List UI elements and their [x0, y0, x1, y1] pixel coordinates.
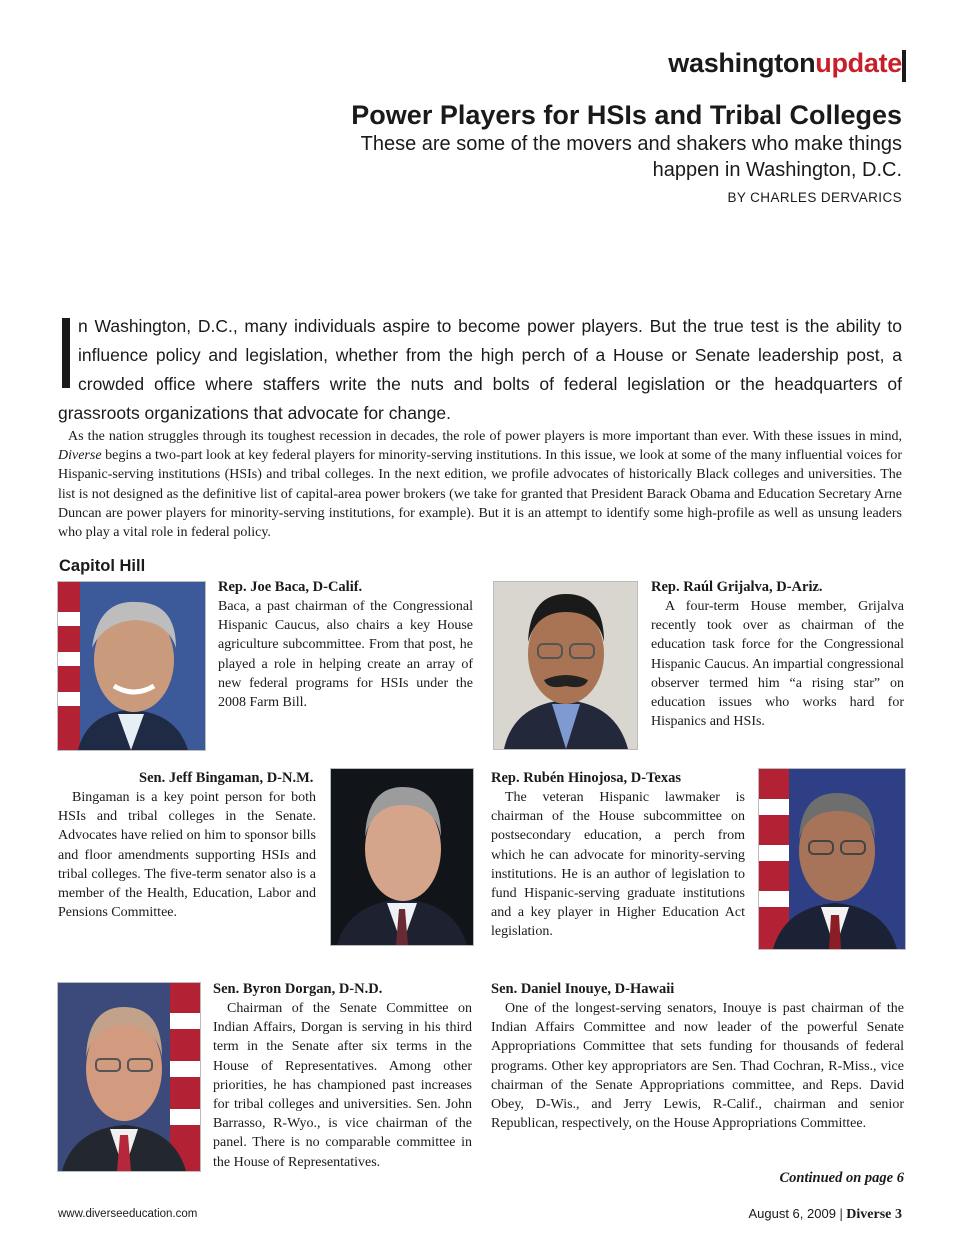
- profile-name-bingaman: Sen. Jeff Bingaman, D-N.M.: [139, 770, 314, 786]
- section-heading-capitol-hill: Capitol Hill: [59, 557, 146, 575]
- section-tag: [668, 48, 902, 79]
- profile-name-inouye: Sen. Daniel Inouye, D-Hawaii: [491, 981, 675, 997]
- profile-name-grijalva: Rep. Raúl Grijalva, D-Ariz.: [651, 579, 823, 595]
- profile-text-bingaman: Bingaman is a key point person for both HSIs and tribal colleges in the Senate. Advocates have relied on him to sponsor bills and floor amendments supporting HSIs and tribal colleges. The five-term senator also is a member of the Health, Education, Labor and Pensions Committee.: [58, 790, 316, 921]
- profile-text-hinojosa: The veteran Hispanic lawmaker is chairman of the House subcommittee on postsecondary education, a perch from which he can advocate for minority-serving institutions. He is an author of legislation to fund Hispanic-serving graduate institutions and a key player in Higher Education Act legislation.: [491, 790, 745, 940]
- intro-body-italic: Diverse: [58, 448, 102, 464]
- photo-ruben-hinojosa: [758, 768, 906, 950]
- profile-text-grijalva: A four-term House member, Grijalva recently took over as chairman of the education task force for the Congressional Hispanic Caucus. An impartial congressional observer termed him “a rising star” on education issues who works hard for Hispanics and HSIs.: [651, 599, 904, 730]
- footer-magazine: Diverse: [846, 1207, 892, 1222]
- intro-body-text-1: As the nation struggles through its toughest recession in decades, the role of power players is more important than ever. With these issues in mind,: [68, 429, 902, 444]
- headline: Power Players for HSIs and Tribal Colleges: [351, 100, 902, 130]
- profile-text-inouye: One of the longest-serving senators, Inouye is past chairman of the Indian Affairs Committee and now leader of the powerful Senate Appropriations Committee that sets funding for thousands of federal programs. Other key appropriators are Sen. Thad Cochran, R-Miss., vice chairman of the Senate Appropriations committee, and Reps. David Obey, D-Wis., and Jerry Lewis, R-Calif., chairman and senior Republican, respectively, on the House Appropriations Committee.: [491, 1001, 904, 1132]
- footer-separator: |: [839, 1207, 843, 1222]
- photo-joe-baca: [57, 581, 206, 751]
- profile-name-dorgan: Sen. Byron Dorgan, D-N.D.: [213, 981, 383, 997]
- footer-url[interactable]: www.diverseeducation.com: [58, 1208, 198, 1220]
- photo-byron-dorgan: [57, 982, 201, 1172]
- profile-text-dorgan: Chairman of the Senate Committee on Indian Affairs, Dorgan is serving in his third term in the Senate after six terms in the House of Representatives. Among other priorities, he has championed past increases for tribal colleges and universities. Sen. John Barrasso, R-Wyo., is vice chairman of the panel. There is no comparable committee in the House of Representatives.: [213, 1001, 472, 1170]
- intro-lead-text: n Washington, D.C., many individuals aspire to become power players. But the true test is the ability to influence policy and legislation, whether from the high perch of a House or Senate leadership post, a crowded office where staffers write the nuts and bolts of federal legislation or the headquarters of grassroots organizations that advocate for change.: [58, 316, 902, 423]
- intro-lead-paragraph: [58, 312, 902, 428]
- byline: BY CHARLES DERVARICS: [727, 190, 902, 205]
- footer-page-number: 3: [895, 1207, 902, 1222]
- profile-name-baca: Rep. Joe Baca, D-Calif.: [218, 579, 363, 595]
- section-tag-word2: update: [815, 48, 902, 78]
- deck: These are some of the movers and shakers who make things happen in Washington, D.C.: [360, 133, 902, 181]
- section-tag-bar: [902, 50, 906, 82]
- photo-jeff-bingaman: [330, 768, 474, 946]
- profile-name-hinojosa: Rep. Rubén Hinojosa, D-Texas: [491, 770, 682, 786]
- photo-raul-grijalva: [493, 581, 638, 750]
- continued-on-page-link[interactable]: Continued on page 6: [779, 1170, 904, 1186]
- footer-date: August 6, 2009: [748, 1206, 836, 1221]
- footer-folio: [748, 1206, 902, 1223]
- intro-body-text-2: begins a two-part look at key federal players for minority-serving institutions. In this issue, we look at some of the many influential voices for Hispanic-serving institutions (HSIs) and tribal colleges. In the next edition, we profile advocates of historically Black colleges and universities. The list is not designed as the definitive list of capital-area power brokers (we take for granted that President Barack Obama and Education Secretary Arne Duncan are power players for minority-serving institutions, for example). But it is an attempt to identify some high-profile as well as unsung leaders who play a vital role in federal policy.: [58, 448, 902, 541]
- section-tag-word1: washington: [668, 48, 816, 78]
- profile-text-baca: Baca, a past chairman of the Congressional Hispanic Caucus, also chairs a key House agriculture subcommittee. From that post, he played a role in helping create an array of new federal programs for HSIs under the 2008 Farm Bill.: [218, 599, 473, 711]
- intro-body-paragraph: [58, 427, 902, 542]
